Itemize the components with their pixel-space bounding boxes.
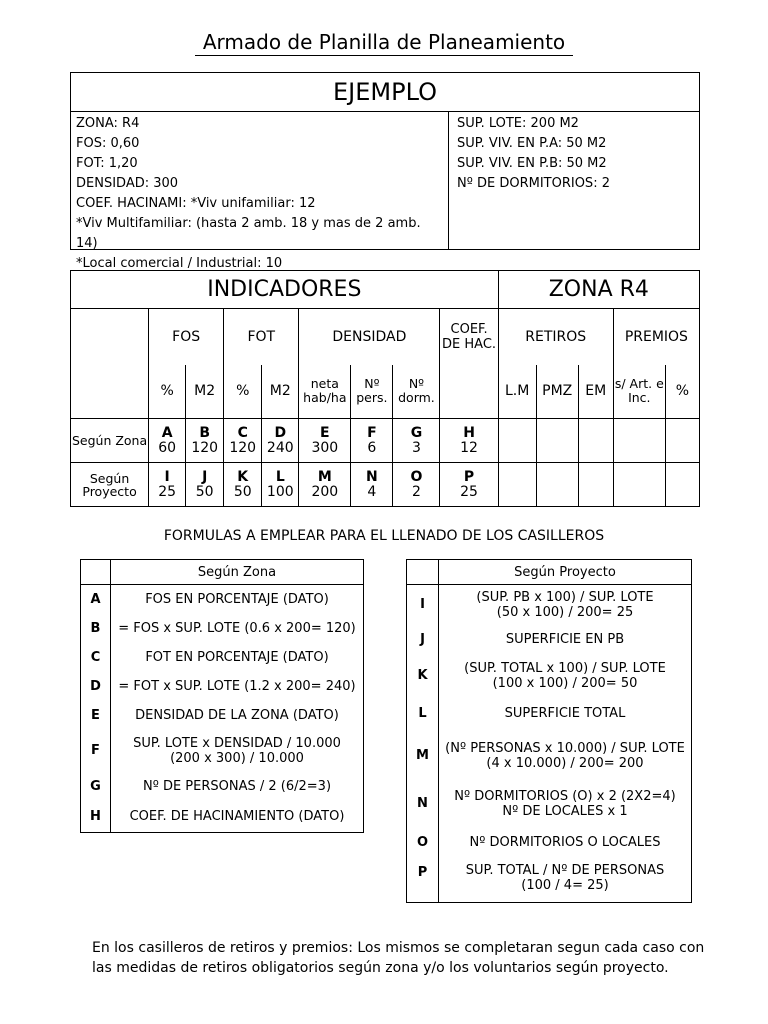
subheader-fot-pct: % [224,365,262,419]
coef-group-header: COEF. DE HAC. [440,309,498,365]
value-cell: E 300 [299,419,351,463]
zona-table-header: Según Zona [111,560,364,585]
ejemplo-line: DENSIDAD: 300 [76,176,179,191]
fot-group-header: FOT [224,309,299,365]
formula-key: I [407,585,439,625]
ejemplo-left-column [71,112,449,271]
empty-cell [613,419,665,463]
formula-text: Nº DORMITORIOS O LOCALES [439,827,692,859]
empty-cell [613,463,665,507]
formula-line: (SUP. PB x 100) / SUP. LOTE [476,589,654,605]
indicadores-heading: INDICADORES [71,271,499,309]
proyecto-formulas-table [406,559,692,903]
value-cell: G 3 [393,419,440,463]
subheader-sart: s/ Art. e Inc. [613,365,665,419]
ejemplo-right-column [449,112,699,249]
densidad-group-header: DENSIDAD [299,309,440,365]
formula-key: D [81,672,111,701]
row-segun-proyecto [71,463,700,507]
value-cell: K 50 [224,463,262,507]
value-cell: L 100 [262,463,299,507]
value-cell: J 50 [186,463,224,507]
formula-text [111,730,364,772]
formula-text: Nº DE PERSONAS / 2 (6/2=3) [111,772,364,802]
formula-text: = FOS x SUP. LOTE (0.6 x 200= 120) [111,614,364,643]
subheader-em: EM [578,365,613,419]
value-cell: A 60 [149,419,186,463]
value-cell: H 12 [440,419,498,463]
empty-corner-cell [71,309,149,419]
ejemplo-line: SUP. LOTE: 200 M2 [457,116,579,131]
formula-text: FOT EN PORCENTAJE (DATO) [111,643,364,672]
formula-text [439,655,692,697]
value-cell: F 6 [351,419,393,463]
page-title: Armado de Planilla de Planeamiento [0,30,768,54]
value-cell: I 25 [149,463,186,507]
formula-key: J [407,625,439,655]
empty-cell [578,463,613,507]
row-label: Según Zona [71,419,149,463]
formula-key: B [81,614,111,643]
value-cell: D 240 [262,419,299,463]
formula-text: COEF. DE HACINAMIENTO (DATO) [111,802,364,833]
zona-heading: ZONA R4 [498,271,699,309]
value-cell: N 4 [351,463,393,507]
ejemplo-line: *Local comercial / Industrial: 10 [76,256,283,271]
formula-key: M [407,731,439,781]
row-segun-zona [71,419,700,463]
formulas-title: FORMULAS A EMPLEAR PARA EL LLENADO DE LOS CASILLEROS [163,528,605,544]
formula-text [439,781,692,827]
formula-key: P [407,859,439,903]
formula-key: O [407,827,439,859]
value-cell: C 120 [224,419,262,463]
empty-cell [498,463,536,507]
indicadores-table [70,270,700,507]
subheader-fot-m2: M2 [262,365,299,419]
empty-cell [665,463,699,507]
empty-cell [578,419,613,463]
ejemplo-line: SUP. VIV. EN P.A: 50 M2 [457,136,607,151]
formula-key: H [81,802,111,833]
premios-group-header: PREMIOS [613,309,699,365]
formula-text [439,585,692,625]
formula-line: Nº DE LOCALES x 1 [502,803,628,819]
formula-key: G [81,772,111,802]
ejemplo-line: FOT: 1,20 [76,156,138,171]
subheader-neta: neta hab/ha [299,365,351,419]
row-label: Según Proyecto [71,463,149,507]
value-cell: P 25 [440,463,498,507]
formula-text: SUPERFICIE TOTAL [439,697,692,731]
formula-key: N [407,781,439,827]
formula-line: (100 / 4= 25) [521,877,609,893]
ejemplo-line: *Viv Multifamiliar: (hasta 2 amb. 18 y mas de 2 amb. 14) [76,216,421,251]
formula-key: C [81,643,111,672]
zona-formulas-table [80,559,364,833]
ejemplo-line: COEF. HACINAMI: *Viv unifamiliar: 12 [76,196,316,211]
ejemplo-line: ZONA: R4 [76,116,140,131]
ejemplo-line: Nº DE DORMITORIOS: 2 [457,176,610,191]
formula-line: (Nº PERSONAS x 10.000) / SUP. LOTE [445,740,685,756]
ejemplo-line: FOS: 0,60 [76,136,140,151]
formula-text: SUPERFICIE EN PB [439,625,692,655]
subheader-fos-m2: M2 [186,365,224,419]
fos-group-header: FOS [149,309,224,365]
ejemplo-heading: EJEMPLO [70,72,700,112]
value-cell: O 2 [393,463,440,507]
subheader-ndorm: Nº dorm. [393,365,440,419]
formula-line: SUP. TOTAL / Nº DE PERSONAS [465,862,665,878]
subheader-prem-pct: % [665,365,699,419]
ejemplo-body [70,111,700,271]
value-cell: M 200 [299,463,351,507]
formula-text: DENSIDAD DE LA ZONA (DATO) [111,701,364,730]
header-empty-cell [81,560,111,585]
formula-text [439,859,692,903]
formula-key: L [407,697,439,731]
footer-note: En los casilleros de retiros y premios: Los mismos se completaran segun cada caso con las medidas de retiros obligatorios según zona y/o los voluntarios según proyecto. [92,940,705,976]
value-cell: B 120 [186,419,224,463]
formula-line: Nº DORMITORIOS (O) x 2 (2X2=4) [454,788,676,804]
formula-key: A [81,585,111,614]
empty-cell [498,419,536,463]
formula-line: (100 x 100) / 200= 50 [492,675,638,691]
retiros-group-header: RETIROS [498,309,613,365]
subheader-lm: L.M [498,365,536,419]
formula-line: (50 x 100) / 200= 25 [496,604,634,620]
empty-cell [536,419,578,463]
formula-key: E [81,701,111,730]
subheader-npers: Nº pers. [351,365,393,419]
subheader-fos-pct: % [149,365,186,419]
formula-key: F [81,730,111,772]
formula-line: (200 x 300) / 10.000 [170,750,304,766]
formula-text [439,731,692,781]
formula-line: (4 x 10.000) / 200= 200 [486,755,644,771]
ejemplo-line: SUP. VIV. EN P.B: 50 M2 [457,156,607,171]
subheader-pmz: PMZ [536,365,578,419]
empty-cell [665,419,699,463]
formula-line: SUP. LOTE x DENSIDAD / 10.000 [133,735,341,751]
subheader-coef-empty [440,365,498,419]
header-empty-cell [407,560,439,585]
formula-text: = FOT x SUP. LOTE (1.2 x 200= 240) [111,672,364,701]
formula-key: K [407,655,439,697]
proyecto-table-header: Según Proyecto [439,560,692,585]
formula-line: (SUP. TOTAL x 100) / SUP. LOTE [464,660,666,676]
formula-text: FOS EN PORCENTAJE (DATO) [111,585,364,614]
empty-cell [536,463,578,507]
